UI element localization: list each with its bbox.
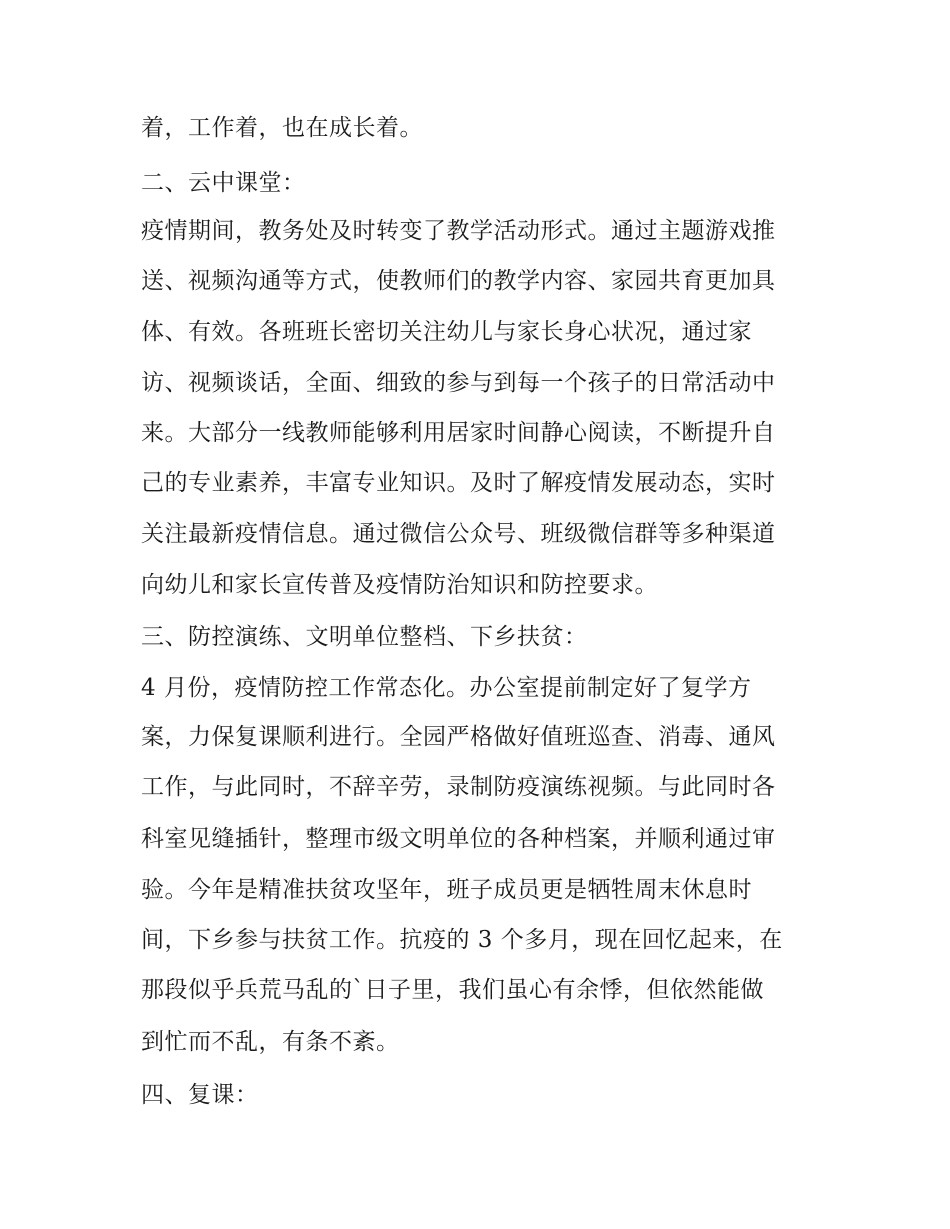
text-line: 体、有效。各班班长密切关注幼儿与家长身心状况，通过家 — [141, 319, 752, 345]
text-line: 送、视频沟通等方式，使教师们的教学内容、家园共育更加具 — [141, 268, 776, 294]
text-line: 己的专业素养，丰富专业知识。及时了解疫情发展动态，实时 — [141, 470, 776, 496]
text-line: 疫情期间，教务处及时转变了教学活动形式。通过主题游戏推 — [141, 218, 776, 244]
text-line: 向幼儿和家长宣传普及疫情防治知识和防控要求。 — [141, 572, 658, 598]
text-line: 案，力保复课顺利进行。全园严格做好值班巡查、消毒、通风 — [141, 724, 776, 750]
text-line: 验。今年是精准扶贫攻坚年，班子成员更是牺牲周末休息时 — [141, 877, 752, 903]
text-line: 到忙而不乱，有条不紊。 — [141, 1029, 400, 1055]
text-line: 工作，与此同时，不辞辛劳，录制防疫演练视频。与此同时各 — [141, 774, 776, 800]
section-heading: 二、云中课堂： — [141, 170, 306, 196]
text-line: 科室见缝插针，整理市级文明单位的各种档案，并顺利通过审 — [141, 826, 776, 852]
section-heading: 四、复课： — [141, 1082, 259, 1108]
text-line: 着，工作着，也在成长着。 — [141, 115, 423, 141]
text-line: 那段似乎兵荒马乱的`日子里，我们虽心有余悸，但依然能做 — [141, 977, 764, 1003]
text-line: 来。大部分一线教师能够利用居家时间静心阅读，不断提升自 — [141, 420, 776, 446]
text-line: 4 月份，疫情防控工作常态化。办公室提前制定好了复学方 — [141, 675, 752, 701]
text-line: 间，下乡参与扶贫工作。抗疫的 3 个多月，现在回忆起来，在 — [141, 927, 783, 953]
text-line: 访、视频谈话，全面、细致的参与到每一个孩子的日常活动中 — [141, 370, 776, 396]
text-line: 关注最新疫情信息。通过微信公众号、班级微信群等多种渠道 — [141, 521, 776, 547]
section-heading: 三、防控演练、文明单位整档、下乡扶贫： — [141, 624, 588, 650]
